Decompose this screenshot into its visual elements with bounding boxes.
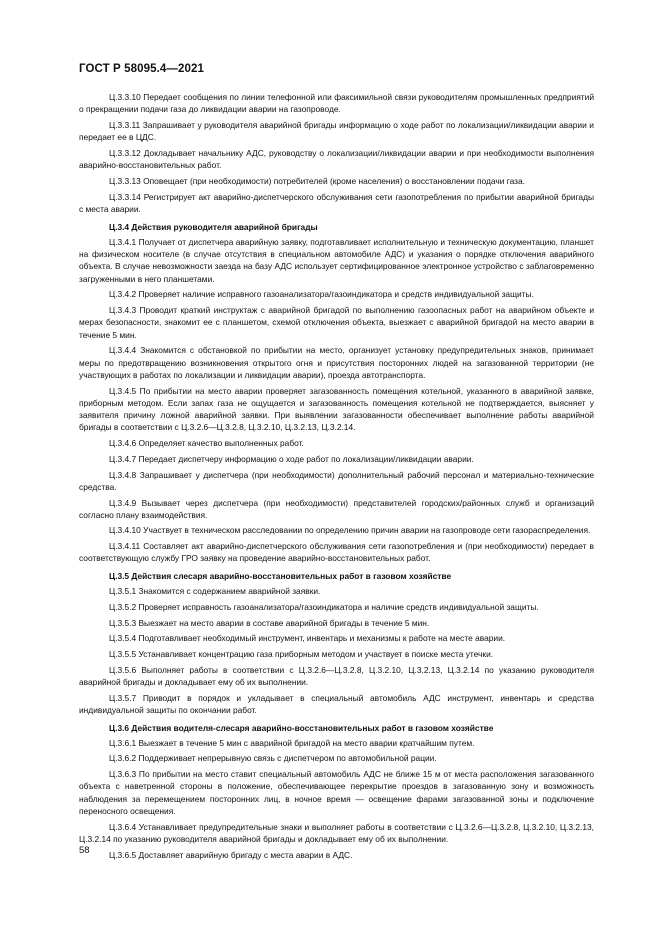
paragraph-c-3-6-2: Ц.3.6.2 Поддерживает непрерывную связь с диспетчером по автомобильной рации.: [109, 753, 437, 764]
paragraph-c-3-3-11: Ц.3.3.11 Запрашивает у руководителя аварийной бригады информацию о ходе работ по локализации/ликвидации аварии и передает ее в ЦДС.: [79, 119, 594, 143]
document-body: [79, 91, 594, 864]
document-header: ГОСТ Р 58095.4—2021: [79, 63, 204, 75]
paragraph-c-3-4-8: Ц.3.4.8 Запрашивает у диспетчера (при необходимости) дополнительный рабочий персонал и материально-технические средства.: [79, 469, 594, 492]
paragraph-c-3-6-5: Ц.3.6.5 Доставляет аварийную бригаду с места аварии в АДС.: [109, 849, 353, 860]
paragraph-c-3-4-10: Ц.3.4.10 Участвует в техническом расследовании по определению причин аварии на газопроводе сети газораспределения.: [109, 525, 591, 536]
paragraph-c-3-3-10: Ц.3.3.10 Передает сообщения по линии телефонной или факсимильной связи руководителям промышленных предприятий о прекращении подачи газа до ликвидации аварии на газопроводе.: [79, 92, 594, 115]
paragraph-c-3-6-1: Ц.3.6.1 Выезжает в течение 5 мин с аварийной бригадой на место аварии кратчайшим путем.: [109, 737, 475, 748]
section-heading-c-3-6: Ц.3.6 Действия водителя-слесаря аварийно-восстановительных работ в газовом хозяйстве: [109, 722, 494, 733]
paragraph-c-3-4-6: Ц.3.4.6 Определяет качество выполненных работ.: [109, 438, 304, 449]
paragraph-c-3-4-2: Ц.3.4.2 Проверяет наличие исправного газоанализатора/газоиндикатора и средств индивидуальной защиты.: [109, 289, 534, 300]
paragraph-c-3-5-7: Ц.3.5.7 Приводит в порядок и укладывает в специальный автомобиль АДС инструмент, инвентарь и средства индивидуальной защиты по окончании работ.: [79, 692, 594, 715]
paragraph-c-3-5-4: Ц.3.5.4 Подготавливает необходимый инструмент, инвентарь и механизмы к работе на месте аварии.: [109, 633, 506, 644]
paragraph-c-3-4-3: Ц.3.4.3 Проводит краткий инструктаж с аварийной бригадой по выполнению газоопасных работ на аварийном объекте и мерах безопасности, знакомит ее с планшетом, схемой отключения объекта, выезжает с аварийной бригадой на место аварии в течение 5 мин.: [79, 305, 594, 340]
paragraph-c-3-5-2: Ц.3.5.2 Проверяет исправность газоанализатора/газоиндикатора и наличие средств индивидуальной защиты.: [109, 601, 539, 612]
page-number: 58: [79, 845, 90, 856]
paragraph-c-3-4-9: Ц.3.4.9 Вызывает через диспетчера (при необходимости) представителей городских/районных служб и организаций согласно плану взаимодействия.: [79, 497, 594, 520]
paragraph-c-3-4-5: Ц.3.4.5 По прибытии на место аварии проверяет загазованность помещения котельной, указанного в аварийной заявке, приборным методом. Если запах газа не ощущается и загазованность помещения котельной не подтверждается, выясняет у заявителя причину ложной аварийной заявки. При выявлении загазованности обеспечивает выполнение работы аварийной бригады в соответствии с Ц.3.2.6—Ц.3.2.8, Ц.3.2.10, Ц.3.2.13, Ц.3.2.14.: [79, 385, 594, 433]
paragraph-c-3-4-11: Ц.3.4.11 Составляет акт аварийно-диспетчерского обслуживания сети газопотребления и (при необходимости) передает в соответствующую службу ГРО заявку на проведение аварийно-восстановительных работ.: [79, 541, 594, 564]
paragraph-c-3-6-4: Ц.3.6.4 Устанавливает предупредительные знаки и выполняет работы в соответствии с Ц.3.2.6—Ц.3.2.8, Ц.3.2.10, Ц.3.2.13, Ц.3.2.14 по указанию руководителя аварийной бригады и докладывает ему об их выполнении.: [79, 821, 594, 845]
paragraph-c-3-5-3: Ц.3.5.3 Выезжает на место аварии в составе аварийной бригады в течение 5 мин.: [109, 617, 430, 628]
section-heading-c-3-5: Ц.3.5 Действия слесаря аварийно-восстановительных работ в газовом хозяйстве: [109, 571, 452, 582]
paragraph-c-3-4-7: Ц.3.4.7 Передает диспетчеру информацию о ходе работ по локализации/ликвидации аварии.: [109, 453, 474, 464]
paragraph-c-3-4-4: Ц.3.4.4 Знакомится с обстановкой по прибытии на место, организует установку предупредительных знаков, принимает меры по предотвращению возникновения открытого огня и присутствия посторонних людей на загазованной территории (не участвующих в работах по локализации и ликвидации аварии), проезда автотранспорта.: [79, 345, 594, 380]
paragraph-c-3-5-1: Ц.3.5.1 Знакомится с содержанием аварийной заявки.: [109, 586, 321, 597]
paragraph-c-3-4-1: Ц.3.4.1 Получает от диспетчера аварийную заявку, подготавливает исполнительную и техническую документацию, планшет на физическом носителе (в случае отсутствия в специальном автомобиле АДС) и указания о порядке отключения аварийного объекта. В случае невозможности заезда на базу АДС использует сертифицированное электронное устройство с заблаговременно загруженными в него планшетами.: [79, 236, 594, 284]
paragraph-c-3-6-3: Ц.3.6.3 По прибытии на место ставит специальный автомобиль АДС не ближе 15 м от места расположения загазованного объекта с наветренной стороны в положение, обеспечивающее перекрытие проездов в загазованную зону и возможность наблюдения за перемещением посторонних лиц, в ночное время — освещение фарами загазованной зоны и подключение переносного освещения.: [79, 769, 594, 817]
section-heading-c-3-4: Ц.3.4 Действия руководителя аварийной бригады: [109, 221, 318, 232]
paragraph-c-3-3-14: Ц.3.3.14 Регистрирует акт аварийно-диспетчерского обслуживания сети газопотребления по прибытии аварийной бригады с места аварии.: [79, 191, 594, 214]
paragraph-c-3-5-5: Ц.3.5.5 Устанавливает концентрацию газа приборным методом и участвует в поиске места утечки.: [109, 649, 494, 660]
paragraph-c-3-5-6: Ц.3.5.6 Выполняет работы в соответствии с Ц.3.2.6—Ц.3.2.8, Ц.3.2.10, Ц.3.2.13, Ц.3.2.14 по указанию руководителя аварийной бригады и докладывает ему об их выполнении.: [79, 664, 594, 687]
paragraph-c-3-3-13: Ц.3.3.13 Оповещает (при необходимости) потребителей (кроме населения) о восстановлении подачи газа.: [109, 175, 525, 186]
paragraph-c-3-3-12: Ц.3.3.12 Докладывает начальнику АДС, руководству о локализации/ликвидации аварии и при необходимости выполнения аварийно-восстановительных работ.: [79, 147, 594, 171]
